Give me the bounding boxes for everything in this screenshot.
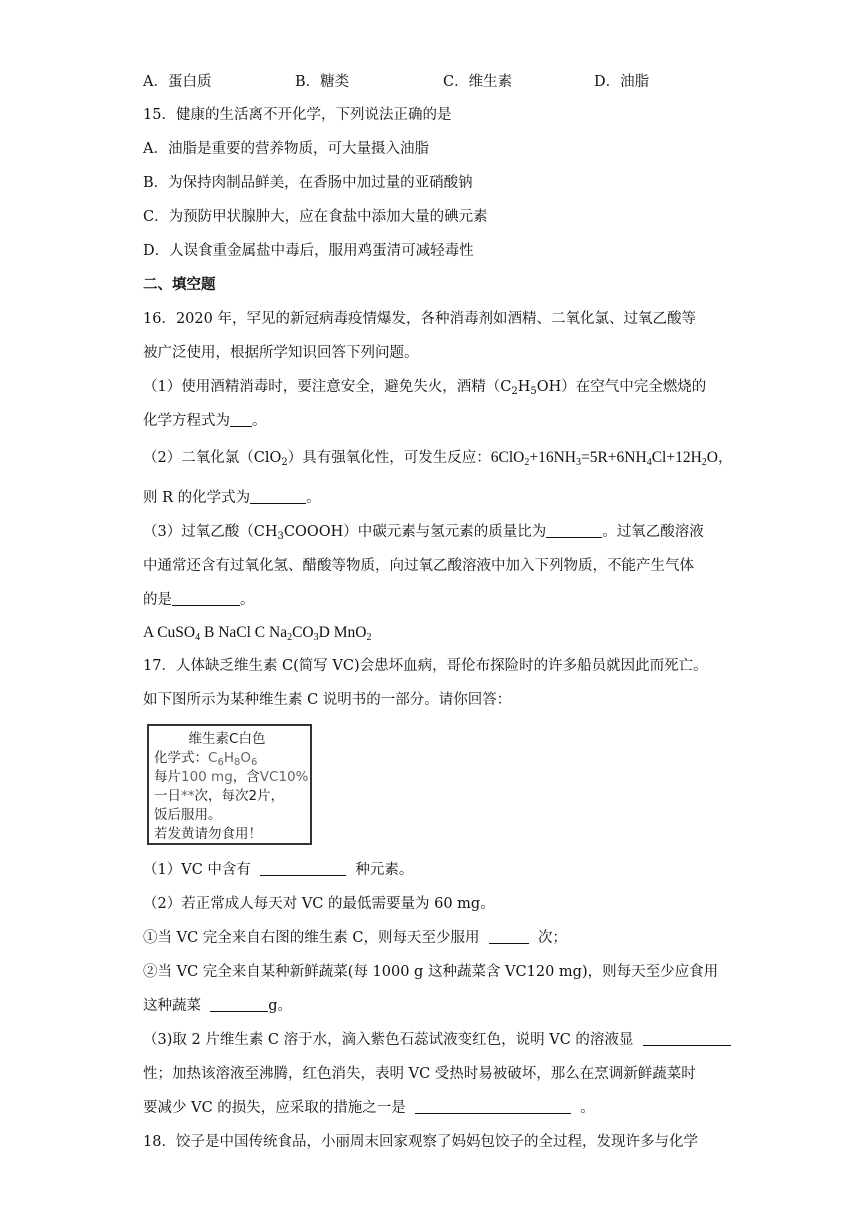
q16-part2: （2）二氧化氯（ClO$_2$）具有强氧化性，可发生反应：$6ClO_2+16NH_3=5R+6NH_4Cl+12H_2O$，: [143, 449, 733, 468]
label-warning: 若发黄请勿食用！: [154, 826, 262, 842]
q18-stem-line1: 18．饺子是中国传统食品，小丽周末回家观察了妈妈包饺子的全过程，发现许多与化学: [143, 1134, 698, 1150]
q14-option-a: A．蛋白质: [143, 74, 212, 90]
q16-part1-line2: 化学方程式为 。: [143, 413, 267, 429]
q17-part3: （3)取 2 片维生素 C 溶于水，滴入紫色石蕊试液变红色，说明 VC 的溶液显: [143, 1030, 731, 1050]
q17-stem-line2: 如下图所示为某种维生素 C 说明书的一部分。请你回答：: [143, 692, 512, 708]
q17-part3-line3: 要减少 VC 的损失，应采取的措施之一是 。: [143, 1100, 595, 1116]
label-after-meal: 饭后服用。: [154, 807, 222, 823]
q14-option-b: B．糖类: [295, 74, 350, 90]
q17-part2: （2）若正常成人每天对 VC 的最低需要量为 60 mg。: [143, 896, 495, 912]
q15-option-d: D．人误食重金属盐中毒后，服用鸡蛋清可减轻毒性: [143, 243, 474, 259]
label-title: 维生素C白色: [188, 731, 266, 747]
section-title: 二、填空题: [143, 276, 216, 293]
label-frequency: 一日**次，每次2片，: [154, 788, 285, 804]
answer-blank: [210, 997, 268, 1012]
answer-blank: [230, 412, 252, 427]
reaction-equation: $6ClO_2+16NH_3=5R+6NH_4Cl+12H_2O$: [490, 449, 718, 468]
q15-option-c: C．为预防甲状腺肿大，应在食盐中添加大量的碘元素: [143, 209, 488, 225]
answer-blank: [415, 1099, 571, 1114]
vitamin-c-label-figure: [147, 724, 312, 845]
q16-part2-line2: 则 R 的化学式为 。: [143, 490, 321, 506]
q14-option-c: C．维生素: [443, 74, 513, 90]
q16-part3-line3: 的是 。: [143, 592, 255, 608]
q16-choices: A CuSO$_4$ B NaCl C $Na_2CO_3D$ MnO$_2$: [143, 624, 372, 643]
q17-part2-2-line2: 这种蔬菜 g。: [143, 998, 293, 1014]
answer-blank: [260, 861, 346, 876]
label-dose: 每片100 mg，含VC10%: [154, 769, 309, 785]
q16-part1: （1）使用酒精消毒时，要注意安全，避免失火，酒精$(C_2H_5OH)$在空气中完全燃烧的: [143, 379, 707, 397]
answer-blank: [546, 523, 602, 538]
q15-option-b: B．为保持肉制品鲜美，在香肠中加过量的亚硝酸钠: [143, 175, 473, 191]
q16-part3-line2: 中通常还含有过氧化氢、醋酸等物质，向过氧乙酸溶液中加入下列物质，不能产生气体: [143, 558, 694, 574]
answer-blank: [489, 929, 529, 944]
q17-part2-1: ①当 VC 完全来自右图的维生素 C，则每天至少服用 次；: [143, 930, 567, 946]
q17-part2-2: ②当 VC 完全来自某种新鲜蔬菜(每 1000 g 这种蔬菜含 VC120 mg)，则每天至少应食用: [143, 964, 719, 980]
label-formula: 化学式：$C_6H_8O_6$: [154, 750, 258, 768]
q15-stem: 15．健康的生活离不开化学，下列说法正确的是: [143, 107, 452, 123]
q17-part3-line2: 性；加热该溶液至沸腾，红色消失，表明 VC 受热时易被破坏，那么在烹调新鲜蔬菜时: [143, 1066, 696, 1082]
answer-blank: [250, 489, 306, 504]
q16-part3: （3）过氧乙酸$(CH_3COOOH)$中碳元素与氢元素的质量比为 。过氧乙酸溶液: [143, 524, 704, 542]
answer-blank: [172, 591, 240, 606]
answer-blank: [643, 1031, 731, 1046]
q15-option-a: A．油脂是重要的营养物质，可大量摄入油脂: [143, 141, 429, 157]
q16-stem-line2: 被广泛使用，根据所学知识回答下列问题。: [143, 345, 419, 361]
q14-option-d: D．油脂: [594, 74, 650, 90]
q17-stem-line1: 17．人体缺乏维生素 C(简写 VC)会患坏血病，哥伦布探险时的许多船员就因此而死亡。: [143, 658, 708, 674]
q17-part1: （1）VC 中含有 种元素。: [143, 862, 414, 878]
q16-stem-line1: 16．2020 年，罕见的新冠病毒疫情爆发，各种消毒剂如酒精、二氧化氯、过氧乙酸等: [143, 311, 696, 327]
